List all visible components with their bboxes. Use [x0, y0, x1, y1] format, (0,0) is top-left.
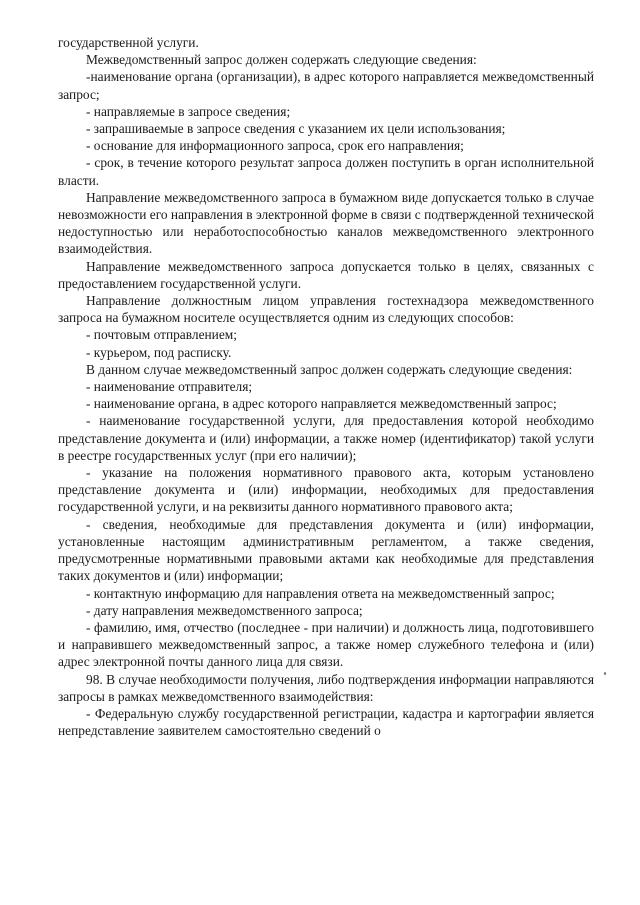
- scan-speck: [604, 672, 606, 675]
- paragraph-section-98: 98. В случае необходимости получения, либо подтверждения информации направляются запросы в рамках межведомственного взаимодействия:: [58, 671, 594, 704]
- list-item: - курьером, под расписку.: [86, 344, 232, 360]
- list-item: - сведения, необходимые для представления документа и (или) информации, установленные настоящим административным регламентом, а также сведения, предусмотренные нормативными правовыми актами как необходимые для представления таких документов и (или) информации;: [58, 516, 594, 584]
- list-item: - указание на положения нормативного правового акта, которым установлено представление документа и (или) информации, необходимых для предоставления государственной услуги, и на реквизиты данного нормативного правового акта;: [58, 465, 594, 515]
- list-item: - наименование органа, в адрес которого направляется межведомственный запрос;: [86, 396, 557, 412]
- paragraph-request-contents: Межведомственный запрос должен содержать следующие сведения:: [86, 52, 477, 68]
- list-item: - наименование отправителя;: [86, 379, 253, 395]
- paragraph-continuation: государственной услуги.: [58, 35, 199, 50]
- list-item: - основание для информационного запроса, срок его направления;: [86, 138, 464, 154]
- list-item: - контактную информацию для направления ответа на межведомственный запрос;: [86, 585, 555, 601]
- list-item: - фамилию, имя, отчество (последнее - при наличии) и должность лица, подготовившего и направившего межведомственный запрос, а также номер служебного телефона и (или) адрес электронной почты данного лица для связи.: [58, 619, 594, 670]
- paragraph-paper-request: Направление межведомственного запроса в бумажном виде допускается только в случае невозможности его направления в электронной форме в связи с подтвержденной технической недоступностью или неработоспособностью каналов межведомственного электронного взаимодействия.: [58, 189, 594, 257]
- list-item: - Федеральную службу государственной регистрации, кадастра и картографии является непредставление заявителем самостоятельно сведений о: [58, 705, 594, 739]
- list-item: - срок, в течение которого результат запроса должен поступить в орган исполнительной власти.: [58, 155, 594, 188]
- list-item: - почтовым отправлением;: [86, 327, 237, 343]
- list-item: - наименование государственной услуги, для предоставления которой необходимо представление документа и (или) информации, а также номер (идентификатор) такой услуги в реестре государственных услуг (при его наличии);: [58, 413, 594, 463]
- list-item: - направляемые в запросе сведения;: [86, 103, 291, 119]
- list-item: - запрашиваемые в запросе сведения с указанием их цели использования;: [86, 121, 506, 137]
- list-item: -наименование органа (организации), в адрес которого направляется межведомственный запрос;: [58, 69, 594, 102]
- list-item: - дату направления межведомственного запроса;: [86, 602, 363, 618]
- paragraph-paper-contents: В данном случае межведомственный запрос должен содержать следующие сведения:: [86, 361, 573, 377]
- paragraph-request-purpose: Направление межведомственного запроса допускается только в целях, связанных с предоставлением государственной услуги.: [58, 258, 594, 291]
- paragraph-delivery-methods: Направление должностным лицом управления гостехнадзора межведомственного запроса на бумажном носителе осуществляется одним из следующих способов:: [58, 293, 594, 326]
